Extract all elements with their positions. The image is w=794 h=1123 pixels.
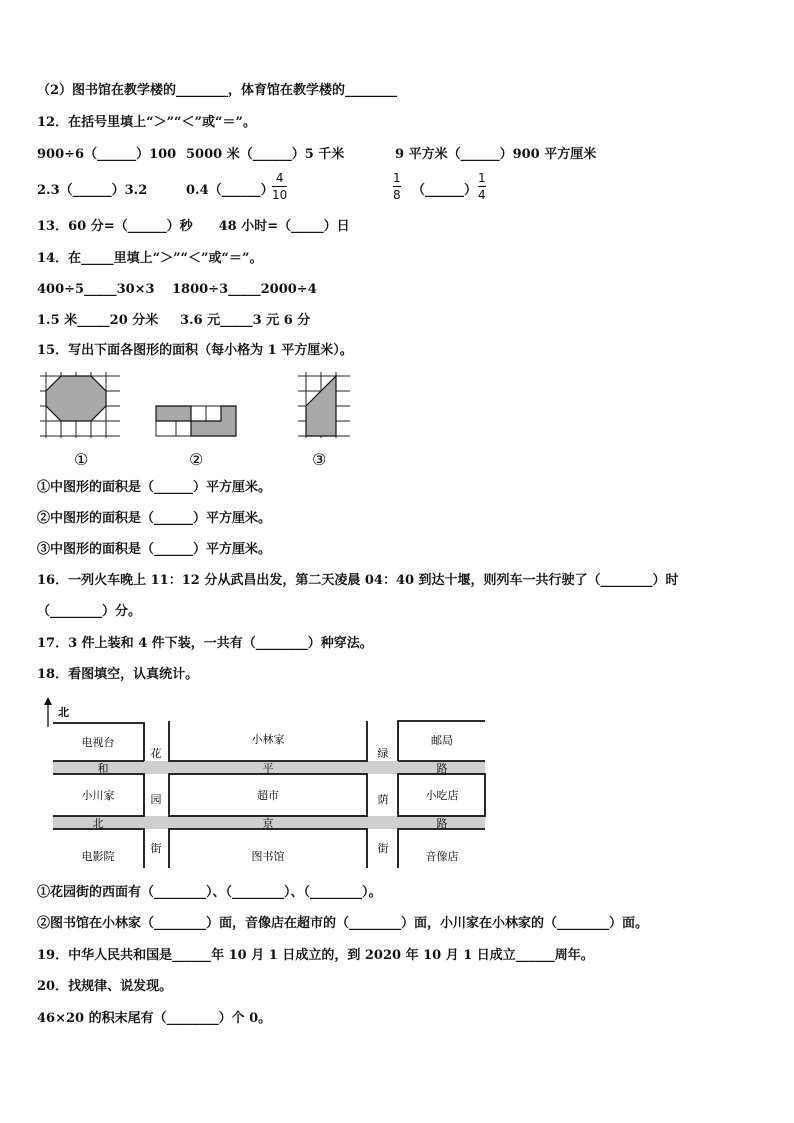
fraction-denominator: 8 <box>393 188 401 202</box>
road-heping-char-3: 路 <box>436 762 448 775</box>
q12-item-1: 900÷6（______）100 <box>37 147 177 162</box>
fraction-denominator: 4 <box>478 188 486 202</box>
q12-item-4: 2.3（______）3.2 <box>37 183 148 198</box>
road-heping-char-2: 平 <box>262 762 274 775</box>
q13: 13．60 分=（______）秒 48 小时=（_____）日 <box>37 219 350 234</box>
fraction-numerator: 4 <box>275 171 284 185</box>
street-lvyin-char-1: 绿 <box>377 747 389 760</box>
q18-map <box>40 695 490 875</box>
q20-title: 20．找规律、说发现。 <box>37 979 173 994</box>
q12-title: 12．在括号里填上“＞”“＜”或“＝”。 <box>37 115 256 130</box>
place-library: 图书馆 <box>251 850 285 863</box>
q14-item-4: 3.6 元_____3 元 6 分 <box>180 313 311 328</box>
road-beijing-char-1: 北 <box>92 817 104 830</box>
q11-part2: （2）图书馆在教学楼的________，体育馆在教学楼的________ <box>37 83 398 98</box>
q12-item-2: 5000 米（______）5 千米 <box>186 147 345 162</box>
street-huayuan-char-2: 园 <box>150 793 162 806</box>
q15-answer-3: ③中图形的面积是（______）平方厘米。 <box>37 542 272 557</box>
place-tv: 电视台 <box>81 736 115 749</box>
q12-fraction-1-8 <box>393 171 401 202</box>
q12-item-6-blank: （______） <box>412 183 478 198</box>
figure-1-shape <box>46 376 106 421</box>
street-lvyin-char-3: 街 <box>377 842 389 855</box>
q15-answer-2: ②中图形的面积是（______）平方厘米。 <box>37 511 272 526</box>
place-snack: 小吃店 <box>425 789 459 802</box>
figure-3-label: ③ <box>312 450 327 469</box>
q12-fraction-4-10 <box>272 171 287 202</box>
figure-2-shape <box>156 406 236 436</box>
figure-1-label: ① <box>74 450 89 469</box>
q14-item-3: 1.5 米_____20 分米 <box>37 313 159 328</box>
q18-answer-2: ②图书馆在小林家（________）面，音像店在超市的（________）面，小川家在小林家的（________）面。 <box>37 916 649 931</box>
fraction-numerator: 1 <box>393 171 401 185</box>
q17: 17．3 件上装和 4 件下装，一共有（________）种穿法。 <box>37 636 373 651</box>
q15-figures <box>36 368 366 470</box>
figure-2-label: ② <box>189 450 204 469</box>
q16-line-2: （________）分。 <box>37 604 142 619</box>
north-label: 北 <box>58 706 69 719</box>
north-arrow-icon <box>44 697 52 727</box>
q16-line-1: 16．一列火车晚上 11：12 分从武昌出发，第二天凌晨 04：40 到达十堰，则列车一共行驶了（________）时 <box>37 573 679 588</box>
place-xiaolin: 小林家 <box>251 733 285 746</box>
q14-item-2: 1800÷3_____2000÷4 <box>172 282 317 297</box>
street-lvyin-char-2: 荫 <box>377 793 389 806</box>
road-heping-char-1: 和 <box>97 762 109 775</box>
q19: 19．中华人民共和国是______年 10 月 1 日成立的，到 2020 年 10 月 1 日成立______周年。 <box>37 948 594 963</box>
street-huayuan-char-3: 街 <box>150 842 162 855</box>
road-beijing-char-3: 路 <box>436 817 448 830</box>
street-huayuan-char-1: 花 <box>150 747 162 760</box>
q12-item-5: 0.4（______） <box>186 183 274 198</box>
q15-answer-1: ①中图形的面积是（______）平方厘米。 <box>37 480 272 495</box>
q12-item-3: 9 平方米（______）900 平方厘米 <box>395 147 597 162</box>
q18-title: 18．看图填空，认真统计。 <box>37 667 199 682</box>
q20-line: 46×20 的积末尾有（________）个 0。 <box>37 1011 272 1026</box>
q14-title: 14．在_____里填上“＞”“＜”或“＝”。 <box>37 251 263 266</box>
place-music: 音像店 <box>425 850 459 863</box>
place-market: 超市 <box>257 789 279 802</box>
q12-fraction-1-4 <box>478 171 486 202</box>
q14-item-1: 400÷5_____30×3 <box>37 282 155 297</box>
fraction-numerator: 1 <box>478 171 486 185</box>
place-xiaochuan: 小川家 <box>81 789 115 802</box>
q15-title: 15．写出下面各图形的面积（每小格为 1 平方厘米）。 <box>37 343 353 358</box>
place-post: 邮局 <box>431 734 453 747</box>
fraction-denominator: 10 <box>272 188 288 202</box>
place-cinema: 电影院 <box>81 850 115 863</box>
q18-answer-1: ①花园街的西面有（________）、（________）、（________）。 <box>37 885 382 900</box>
road-beijing-char-2: 京 <box>262 817 274 830</box>
